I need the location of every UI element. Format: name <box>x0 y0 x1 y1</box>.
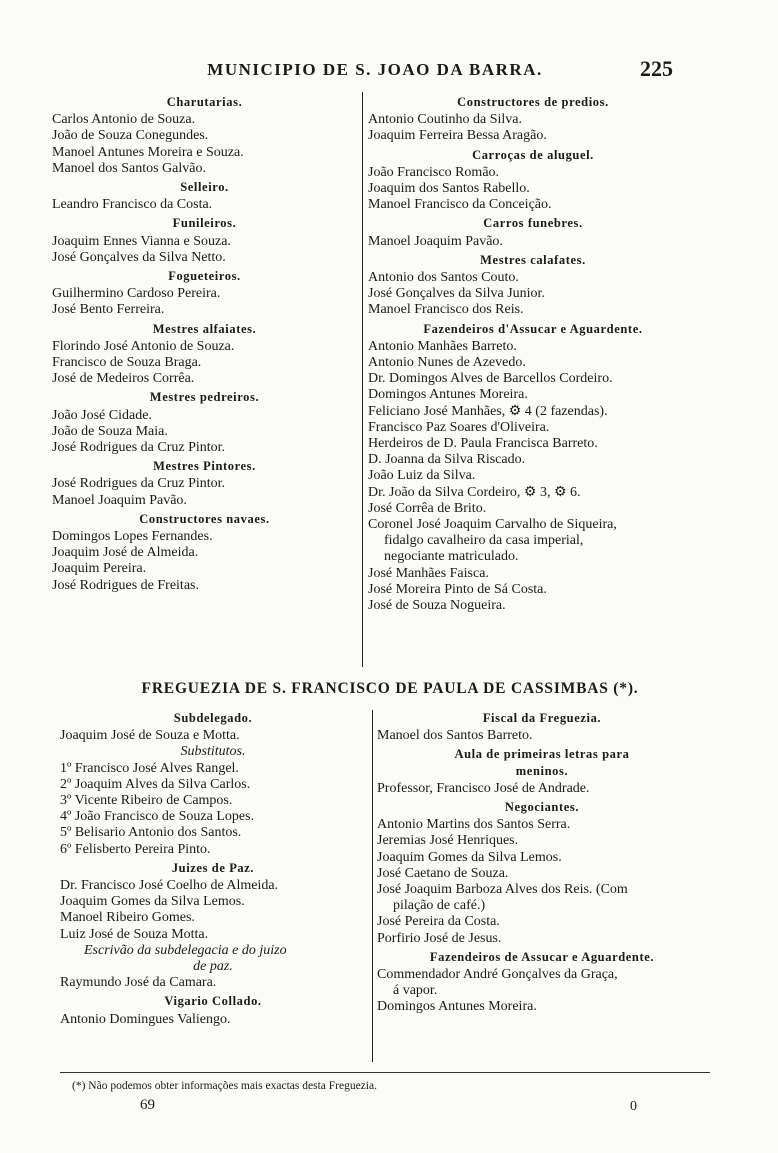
list-item: Joaquim Ferreira Bessa Aragão. <box>368 128 547 144</box>
list-item: Joaquim José de Almeida. <box>52 545 199 561</box>
list-item: Carlos Antonio de Souza. <box>52 112 196 128</box>
list-item: 6º Felisberto Pereira Pinto. <box>60 841 211 857</box>
parish-title: FREGUEZIA DE S. FRANCISCO DE PAULA DE CASSIMBAS (*). <box>141 680 639 697</box>
section-heading: Juizes de Paz. <box>171 860 255 875</box>
list-item-continuation: á vapor. <box>393 983 438 999</box>
list-item: José Caetano de Souza. <box>377 865 509 881</box>
section-heading: Mestres Pintores. <box>153 459 256 474</box>
list-item: Antonio Domingues Valiengo. <box>60 1011 231 1027</box>
list-item: Guilhermino Cardoso Pereira. <box>52 286 221 302</box>
list-item: Joaquim Ennes Vianna e Souza. <box>52 233 231 249</box>
list-item: José Rodrigues da Cruz Pintor. <box>52 440 226 456</box>
list-item: Manoel Joaquim Pavão. <box>52 492 187 508</box>
list-item: D. Joanna da Silva Riscado. <box>368 452 526 468</box>
section-heading: Constructores de predios. <box>457 95 609 109</box>
section-heading: Negociantes. <box>504 800 580 815</box>
list-item: Manoel dos Santos Galvão. <box>52 160 206 176</box>
list-item: Florindo José Antonio de Souza. <box>52 338 235 354</box>
list-item: Commendador André Gonçalves da Graça, <box>377 967 618 983</box>
column-divider-bottom <box>372 710 373 1062</box>
section-heading: Funileiros. <box>172 216 237 231</box>
list-item: Coronel José Joaquim Carvalho de Siqueira, <box>368 517 617 533</box>
left-column-top <box>52 92 357 594</box>
list-item-continuation: negociante matriculado. <box>384 549 519 565</box>
section-heading: Fazendeiros de Assucar e Aguardente. <box>429 949 655 964</box>
list-item: 4º João Francisco de Souza Lopes. <box>60 809 255 825</box>
section-heading: Fiscal da Freguezia. <box>482 711 602 725</box>
section-heading: Constructores navaes. <box>139 511 270 526</box>
list-item: Jeremias José Henriques. <box>377 833 519 849</box>
section-heading: Mestres alfaiates. <box>152 321 257 336</box>
list-item: Domingos Lopes Fernandes. <box>52 529 213 545</box>
list-item: 5º Belisario Antonio dos Santos. <box>60 825 242 841</box>
list-item: Dr. João da Silva Cordeiro, ⚙ 3, ⚙ 6. <box>368 484 581 500</box>
list-item: Joaquim Pereira. <box>52 561 147 577</box>
list-item: Luiz José de Souza Motta. <box>60 926 209 942</box>
section-heading: Mestres pedreiros. <box>149 390 260 405</box>
list-item: José Joaquim Barboza Alves dos Reis. (Com <box>377 882 628 898</box>
section-heading: Subdelegado. <box>173 711 253 725</box>
list-item: João José Cidade. <box>52 407 152 423</box>
section-heading: Vigario Collado. <box>164 994 262 1009</box>
list-item: Manoel Antunes Moreira e Souza. <box>52 144 244 160</box>
signature-mark-right: 0 <box>630 1099 637 1114</box>
list-item: 1º Francisco José Alves Rangel. <box>60 760 239 776</box>
subsection-heading: Escrivão da subdelegacia e do juizo <box>84 942 287 958</box>
list-item: José de Medeiros Corrêa. <box>52 371 195 387</box>
list-item: Manoel Francisco dos Reis. <box>368 302 524 318</box>
list-item: Joaquim Gomes da Silva Lemos. <box>60 894 245 910</box>
list-item: Feliciano José Manhães, ⚙ 4 (2 fazendas). <box>368 403 608 419</box>
list-item: Antonio Nunes de Azevedo. <box>368 355 526 371</box>
list-item: Leandro Francisco da Costa. <box>52 197 213 213</box>
list-item: Antonio Coutinho da Silva. <box>368 112 522 128</box>
list-item: Joaquim dos Santos Rabello. <box>368 181 530 197</box>
list-item: José Corrêa de Brito. <box>368 500 487 516</box>
section-heading: Carros funebres. <box>483 216 583 231</box>
list-item: Manoel dos Santos Barreto. <box>377 728 533 744</box>
list-item: Manoel Francisco da Conceição. <box>368 197 552 213</box>
list-item: Domingos Antunes Moreira. <box>368 387 528 403</box>
list-item-continuation: fidalgo cavalheiro da casa imperial, <box>384 533 584 549</box>
list-item: João de Souza Maia. <box>52 423 168 439</box>
list-item: João de Souza Conegundes. <box>52 128 209 144</box>
list-item: 2º Joaquim Alves da Silva Carlos. <box>60 776 251 792</box>
list-item: Domingos Antunes Moreira. <box>377 999 537 1015</box>
signature-mark-left: 69 <box>140 1097 155 1113</box>
list-item: Dr. Francisco José Coelho de Almeida. <box>60 878 279 894</box>
subsection-heading-continuation: de paz. <box>193 959 233 975</box>
list-item: José Pereira da Costa. <box>377 914 500 930</box>
section-heading: Selleiro. <box>180 180 229 195</box>
list-item: José de Souza Nogueira. <box>368 598 506 614</box>
list-item: José Bento Ferreira. <box>52 302 165 318</box>
list-item: Dr. Domingos Alves de Barcellos Cordeiro. <box>368 371 613 387</box>
list-item: Antonio dos Santos Couto. <box>368 270 519 286</box>
list-item: Antonio Martins dos Santos Serra. <box>377 817 571 833</box>
page-number: 225 <box>640 56 673 81</box>
footnote-rule <box>60 1072 710 1073</box>
list-item: Raymundo José da Camara. <box>60 975 217 991</box>
section-heading: Mestres calafates. <box>480 252 586 267</box>
list-item: 3º Vicente Ribeiro de Campos. <box>60 793 233 809</box>
footnote: (*) Não podemos obter informações mais exactas desta Freguezia. <box>72 1080 377 1092</box>
list-item: Manoel Ribeiro Gomes. <box>60 910 195 926</box>
section-heading-continuation: meninos. <box>515 763 569 778</box>
running-head: MUNICIPIO DE S. JOAO DA BARRA. <box>207 60 543 79</box>
list-item: José Gonçalves da Silva Junior. <box>368 286 545 302</box>
list-item-continuation: pilação de café.) <box>393 898 486 914</box>
list-item: Porfirio José de Jesus. <box>377 930 502 946</box>
list-item: Joaquim Gomes da Silva Lemos. <box>377 849 562 865</box>
section-heading: Carroças de aluguel. <box>472 147 594 162</box>
list-item: Professor, Francisco José de Andrade. <box>377 780 590 796</box>
column-divider-top <box>362 92 363 667</box>
list-item: José Gonçalves da Silva Netto. <box>52 249 226 265</box>
list-item: João Francisco Romão. <box>368 164 500 180</box>
list-item: Antonio Manhães Barreto. <box>368 338 517 354</box>
list-item: Herdeiros de D. Paula Francisca Barreto. <box>368 436 598 452</box>
subsection-heading: Substitutos. <box>180 744 246 760</box>
list-item: João Luiz da Silva. <box>368 468 476 484</box>
list-item: José Manhães Faisca. <box>368 565 489 581</box>
list-item: Francisco Paz Soares d'Oliveira. <box>368 419 550 435</box>
section-heading: Fogueteiros. <box>168 269 241 284</box>
list-item: Francisco de Souza Braga. <box>52 355 202 371</box>
list-item: José Rodrigues de Freitas. <box>52 577 199 593</box>
left-column-bottom <box>60 708 366 1028</box>
list-item: Joaquim José de Souza e Motta. <box>60 728 240 744</box>
list-item: Manoel Joaquim Pavão. <box>368 233 503 249</box>
right-column-bottom <box>377 708 707 1016</box>
right-column-top <box>368 92 698 614</box>
section-heading: Aula de primeiras letras para <box>454 747 630 762</box>
section-heading: Charutarias. <box>166 95 243 109</box>
list-item: José Rodrigues da Cruz Pintor. <box>52 476 226 492</box>
section-heading: Fazendeiros d'Assucar e Aguardente. <box>423 321 643 336</box>
list-item: José Moreira Pinto de Sá Costa. <box>368 581 547 597</box>
